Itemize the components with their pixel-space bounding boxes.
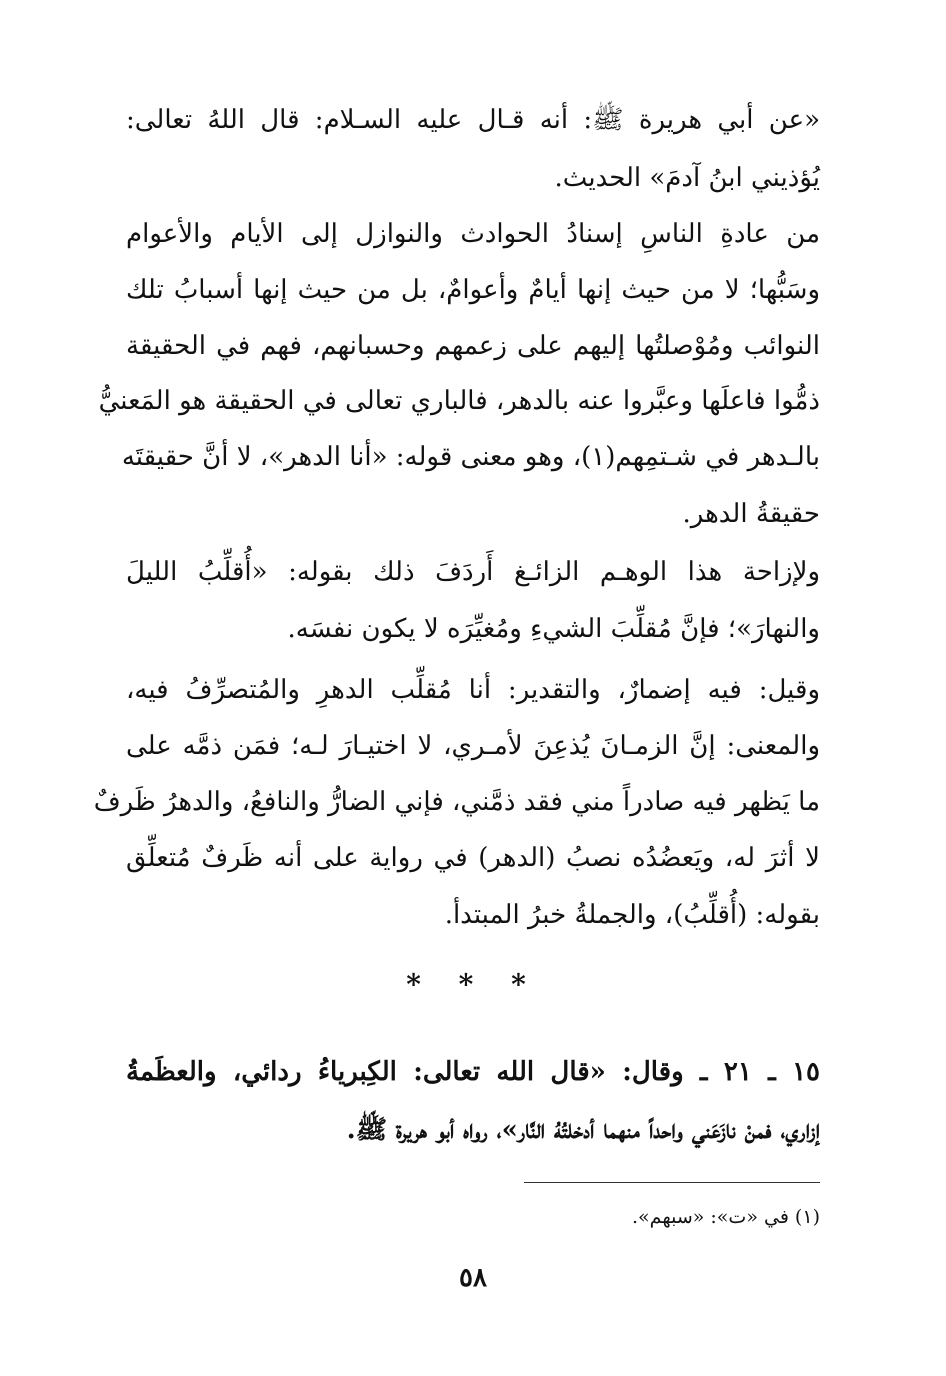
- footnote: (١) في «ت»: «سبهم».: [632, 1206, 820, 1228]
- section-separator: * * *: [406, 968, 540, 1001]
- text-line: بقوله: (أُقلِّبُ)، والجملةُ خبرُ المبتدأ.: [444, 900, 820, 930]
- page-number: ٥٨: [459, 1263, 487, 1293]
- text-line: وقيل: فيه إضمارٌ، والتقدير: أنا مُقلِّب الدهرِ والمُتصرِّفُ فيه،: [126, 675, 820, 705]
- text-line: يُؤذيني ابنُ آدمَ» الحديث.: [554, 163, 820, 193]
- footnote-rule: [524, 1182, 820, 1183]
- text-line: والمعنى: إنَّ الزمـانَ يُذعِنَ لأمـري، لا اختيـارَ لـه؛ فمَن ذمَّه على: [126, 731, 820, 761]
- text-line: ولإزاحة هذا الوهـم الزائـغ أَردَفَ ذلك بقوله: «أُقلِّبُ الليلَ: [126, 557, 820, 587]
- text-line: ما يَظهر فيه صادراً مني فقد ذمَّني، فإني الضارُّ والنافعُ، والدهرُ ظَرفٌ: [93, 787, 820, 817]
- text-line: حقيقةُ الدهر.: [682, 499, 820, 529]
- text-line: «عن أبي هريرة ﷺ: أنه قـال عليه السـلام: قال اللهُ تعالى:: [126, 105, 820, 135]
- hadith-line: إزاري، فمنْ نازَعَني واحداً منهما أدخلتُهُ النَّار»، رواه أبو هريرة ﷺ.: [346, 1115, 820, 1145]
- hadith-line: ١٥ ـ ٢١ ـ وقال: «قال الله تعالى: الكِبرياءُ ردائي، والعظَمةُ: [126, 1057, 820, 1087]
- text-line: بالـدهر في شـتمِهم(١)، وهو معنى قوله: «أنا الدهر»، لا أنَّ حقيقتَه: [121, 442, 820, 472]
- text-line: من عادةِ الناسِ إسنادُ الحوادث والنوازل إلى الأيام والأعوام: [126, 219, 820, 249]
- text-line: لا أثرَ له، ويَعضُدُه نصبُ (الدهر) في رواية على أنه ظَرفٌ مُتعلِّق: [126, 843, 820, 873]
- text-line: والنهارَ»؛ فإنَّ مُقلِّبَ الشيءِ ومُغيِّرَه لا يكون نفسَه.: [287, 614, 820, 644]
- text-line: ذمُّوا فاعلَها وعبَّروا عنه بالدهر، فالباري تعالى في الحقيقة هو المَعنيُّ: [98, 386, 820, 416]
- text-line: وسَبُّها؛ لا من حيث إنها أيامٌ وأعوامٌ، بل من حيث إنها أسبابُ تلك: [126, 275, 820, 305]
- text-line: النوائب ومُوْصلتُها إليهم على زعمهم وحسبانهم، فهم في الحقيقة: [126, 331, 820, 361]
